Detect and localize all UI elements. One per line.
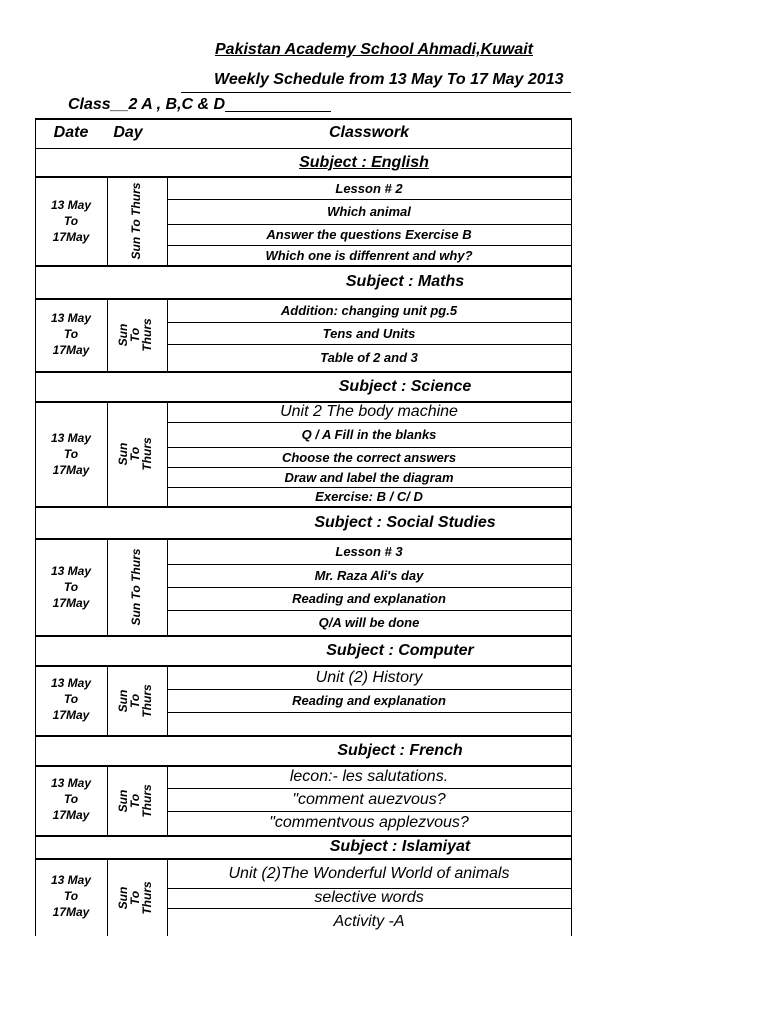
day-line: Sun <box>116 323 130 347</box>
date-line: To <box>63 327 79 341</box>
date-line: To <box>63 692 79 706</box>
classwork-item: Lesson # 2 <box>335 180 403 196</box>
day-line: Thurs <box>140 318 154 352</box>
classwork-item: Unit 2 The body machine <box>280 403 458 420</box>
day-line: To <box>128 693 142 708</box>
classwork-item: "commentvous applezvous? <box>269 814 469 831</box>
subject-heading: Subject : French <box>337 741 463 759</box>
table-column-rule <box>107 539 108 635</box>
day-line: Thurs <box>140 880 154 915</box>
classwork-item: Unit (2)The Wonderful World of animals <box>228 864 510 882</box>
date-range <box>35 775 107 823</box>
date-line: To <box>63 889 79 903</box>
date-line: 17May <box>52 808 90 822</box>
classwork-item: Draw and label the diagram <box>284 469 454 485</box>
date-line: 17May <box>52 596 90 610</box>
date-line: 13 May <box>50 564 92 578</box>
schedule-table <box>35 118 571 936</box>
date-line: 17May <box>52 905 90 919</box>
classwork-item: Table of 2 and 3 <box>320 350 418 365</box>
table-rule <box>35 118 571 120</box>
class-underline <box>225 96 331 112</box>
day-range <box>130 179 144 263</box>
date-line: 17May <box>52 343 90 357</box>
classwork-item: Which one is diffenrent and why? <box>265 247 473 263</box>
date-line: 13 May <box>50 198 92 212</box>
day-line: To <box>128 890 142 905</box>
column-classwork: Classwork <box>328 124 410 141</box>
school-title: Pakistan Academy School Ahmadi,Kuwait <box>215 41 534 58</box>
date-line: To <box>63 580 79 594</box>
subject-heading: Subject : Science <box>338 377 472 395</box>
day-line: Sun <box>116 689 130 712</box>
date-range <box>35 675 107 723</box>
day-line: To <box>128 793 142 808</box>
classwork-item: Choose the correct answers <box>281 449 457 465</box>
classwork-item: Exercise: B / C/ D <box>315 489 423 504</box>
table-column-rule <box>107 666 108 735</box>
date-line: 17May <box>52 230 90 244</box>
day-range <box>117 428 157 480</box>
date-line: 13 May <box>50 311 92 325</box>
date-line: To <box>63 214 79 228</box>
subject-heading: Subject : Social Studies <box>314 513 496 531</box>
classwork-item: Activity -A <box>333 913 405 930</box>
day-text: Sun To Thurs <box>129 548 143 626</box>
day-range <box>117 675 157 727</box>
table-column-rule <box>107 859 108 936</box>
day-line: Sun <box>116 442 130 466</box>
day-line: To <box>128 327 142 343</box>
classwork-item: Mr. Raza Ali's day <box>314 568 424 583</box>
column-day: Day <box>113 124 143 141</box>
date-range <box>35 430 107 478</box>
table-column-rule <box>571 118 572 936</box>
class-label: Class__2 A , B,C & D <box>68 96 226 113</box>
day-text: Sun To Thurs <box>129 182 143 260</box>
date-line: 13 May <box>50 431 92 445</box>
classwork-item: Q/A will be done <box>318 615 420 630</box>
day-line: Thurs <box>140 683 154 718</box>
class-line <box>68 96 331 114</box>
classwork-item: Lesson # 3 <box>335 544 403 559</box>
subject-heading: Subject : English <box>299 153 429 171</box>
date-line: To <box>63 792 79 806</box>
date-line: 17May <box>52 463 90 477</box>
classwork-item <box>167 712 571 735</box>
classwork-item: lecon:- les salutations. <box>289 768 449 785</box>
week-title: Weekly Schedule from 13 May To 17 May 2013 <box>214 71 564 88</box>
day-line: Sun <box>116 886 130 909</box>
day-line: Thurs <box>140 437 154 471</box>
classwork-item: Answer the questions Exercise B <box>266 227 472 242</box>
classwork-item: Q / A Fill in the blanks <box>301 427 437 442</box>
table-column-rule <box>107 402 108 506</box>
table-column-rule <box>107 299 108 371</box>
classwork-item: Unit (2) History <box>315 668 423 686</box>
classwork-item: Which animal <box>327 204 411 219</box>
date-line: 17May <box>52 708 90 722</box>
classwork-item: Reading and explanation <box>292 693 446 708</box>
table-column-rule <box>107 177 108 265</box>
date-line: 13 May <box>50 873 92 887</box>
date-range <box>35 197 107 245</box>
classwork-item: "comment auezvous? <box>292 790 446 808</box>
subject-heading: Subject : Computer <box>326 641 474 659</box>
day-range <box>117 775 157 827</box>
classwork-item: Addition: changing unit pg.5 <box>280 303 458 318</box>
date-line: 13 May <box>50 676 92 690</box>
date-line: 13 May <box>50 776 92 790</box>
subject-heading: Subject : Islamiyat <box>329 838 471 855</box>
day-line: Sun <box>116 789 130 812</box>
day-range <box>117 872 157 924</box>
day-range <box>117 309 157 361</box>
day-range <box>130 541 144 633</box>
subject-heading: Subject : Maths <box>345 273 465 290</box>
date-range <box>35 310 107 358</box>
date-range <box>35 872 107 920</box>
date-line: To <box>63 447 79 461</box>
column-date: Date <box>53 124 89 141</box>
day-line: Thurs <box>140 783 154 818</box>
day-line: To <box>128 446 142 462</box>
classwork-item: Reading and explanation <box>292 591 446 606</box>
classwork-item: selective words <box>314 889 424 906</box>
date-range <box>35 563 107 611</box>
week-title-box <box>181 70 571 93</box>
table-column-rule <box>107 766 108 835</box>
classwork-item: Tens and Units <box>322 325 416 341</box>
